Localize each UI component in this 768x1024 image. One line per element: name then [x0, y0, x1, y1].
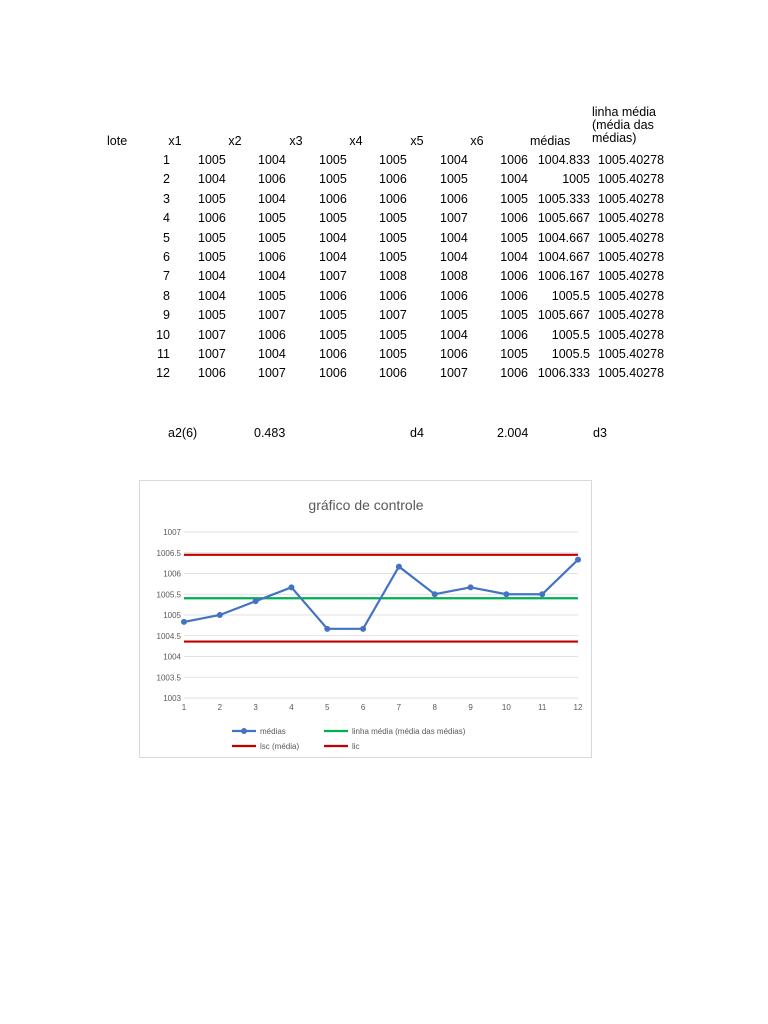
- table-cell: 1006: [500, 269, 528, 283]
- header-linha-media-line: médias): [592, 131, 637, 145]
- y-tick-label: 1003: [163, 694, 181, 703]
- table-cell: 1005: [379, 231, 407, 245]
- data-point: [539, 591, 545, 597]
- x-tick-label: 3: [253, 703, 258, 712]
- table-cell: 1005: [379, 153, 407, 167]
- data-point: [468, 584, 474, 590]
- table-cell: 1005: [500, 231, 528, 245]
- data-point: [324, 626, 330, 632]
- row-lote-cell: 3: [163, 192, 170, 206]
- table-cell: 1008: [440, 269, 468, 283]
- y-tick-label: 1003.5: [156, 673, 181, 683]
- row-lote-cell: 7: [163, 269, 170, 283]
- row-lote-cell: 1: [163, 153, 170, 167]
- table-cell: 1006: [379, 289, 407, 303]
- column-header: x2: [228, 134, 242, 148]
- y-tick-label: 1005: [163, 611, 181, 620]
- chart-title: gráfico de controle: [308, 497, 424, 513]
- x-tick-label: 8: [432, 703, 437, 712]
- table-cell: 1005: [562, 172, 590, 186]
- table-cell: 1005.40278: [598, 153, 665, 167]
- table-cell: 1006: [258, 328, 286, 342]
- legend-label: médias: [260, 727, 286, 736]
- table-cell: 1005: [440, 308, 468, 322]
- table-cell: 1005.40278: [598, 308, 665, 322]
- table-cell: 1006: [440, 192, 468, 206]
- y-tick-label: 1004.5: [156, 631, 181, 641]
- x-tick-label: 1: [181, 703, 187, 712]
- table-cell: 1006: [440, 289, 468, 303]
- y-tick-label: 1004: [163, 652, 181, 662]
- table-cell: 1008: [379, 269, 407, 283]
- data-point: [396, 564, 402, 570]
- table-cell: 1005.40278: [598, 172, 665, 186]
- table-cell: 1005: [500, 347, 528, 361]
- legend-marker: [241, 728, 247, 734]
- header-linha-media-line: linha média: [592, 105, 656, 119]
- table-cell: 1005: [379, 328, 407, 342]
- row-lote-cell: 8: [163, 289, 170, 303]
- row-lote-cell: 4: [163, 211, 170, 225]
- table-cell: 1004: [500, 172, 528, 186]
- table-cell: 1005: [500, 308, 528, 322]
- table-cell: 1005: [379, 211, 407, 225]
- x-tick-label: 4: [289, 703, 294, 712]
- table-cell: 1006: [500, 211, 528, 225]
- table-cell: 1004: [258, 347, 286, 361]
- x-tick-label: 9: [468, 703, 473, 712]
- column-header: x5: [410, 134, 424, 148]
- table-cell: 1004: [500, 250, 528, 264]
- table-cell: 1006: [198, 366, 226, 380]
- table-cell: 1004: [198, 172, 226, 186]
- data-point: [360, 626, 366, 632]
- table-cell: 1004.833: [537, 153, 590, 167]
- column-header: x4: [349, 134, 363, 148]
- table-cell: 1006: [258, 172, 286, 186]
- table-cell: 1005: [379, 250, 407, 264]
- y-tick-label: 1005.5: [156, 590, 181, 600]
- table-cell: 1005: [258, 231, 286, 245]
- table-cell: 1005: [440, 172, 468, 186]
- d4-value: 2.004: [497, 426, 529, 440]
- data-point: [503, 591, 509, 597]
- d4-label: d4: [410, 426, 424, 440]
- table-cell: 1007: [198, 347, 226, 361]
- table-cell: 1005.5: [551, 289, 590, 303]
- data-point: [432, 591, 438, 597]
- table-cell: 1006: [500, 366, 528, 380]
- table-cell: 1006: [319, 192, 347, 206]
- table-cell: 1006: [198, 211, 226, 225]
- table-cell: 1004: [258, 192, 286, 206]
- table-cell: 1006: [319, 366, 347, 380]
- x-tick-label: 10: [501, 703, 511, 712]
- row-lote-cell: 11: [157, 347, 170, 361]
- table-cell: 1005: [319, 328, 347, 342]
- table-cell: 1005.667: [537, 308, 590, 322]
- data-point: [575, 557, 581, 563]
- x-tick-label: 2: [217, 703, 223, 712]
- row-lote-cell: 12: [156, 366, 170, 380]
- data-point: [181, 619, 187, 625]
- table-cell: 1005: [319, 172, 347, 186]
- x-tick-label: 7: [396, 703, 402, 712]
- table-cell: 1004.667: [537, 231, 590, 245]
- table-cell: 1004: [198, 269, 226, 283]
- header-linha-media: [592, 106, 682, 145]
- table-cell: 1006: [319, 347, 347, 361]
- table-cell: 1006: [500, 328, 528, 342]
- table-cell: 1005: [319, 211, 347, 225]
- table-cell: 1005: [198, 250, 226, 264]
- table-cell: 1007: [258, 366, 286, 380]
- table-cell: 1005: [198, 192, 226, 206]
- a2-label: a2(6): [168, 426, 198, 440]
- table-cell: 1004: [440, 328, 468, 342]
- table-cell: 1006: [379, 366, 407, 380]
- y-tick-label: 1006: [163, 569, 181, 579]
- x-tick-label: 12: [573, 703, 583, 712]
- data-point: [217, 612, 223, 618]
- table-cell: 1005: [198, 153, 226, 167]
- table-cell: 1006.167: [537, 269, 590, 283]
- table-cell: 1006: [440, 347, 468, 361]
- table-cell: 1007: [440, 366, 468, 380]
- table-cell: 1005: [198, 231, 226, 245]
- table-cell: 1004: [440, 250, 468, 264]
- table-cell: 1005.40278: [598, 269, 665, 283]
- table-cell: 1004: [440, 153, 468, 167]
- table-cell: 1007: [258, 308, 286, 322]
- table-cell: 1005: [379, 347, 407, 361]
- control-chart: [139, 480, 592, 758]
- column-header: médias: [530, 134, 571, 148]
- x-tick-label: 6: [360, 703, 366, 712]
- legend-label: lsc (média): [260, 742, 300, 751]
- table-cell: 1006.333: [537, 366, 590, 380]
- table-cell: 1004: [319, 250, 347, 264]
- table-cell: 1005: [258, 211, 286, 225]
- table-cell: 1006: [258, 250, 286, 264]
- legend-label: linha média (média das médias): [352, 727, 466, 736]
- data-point: [253, 598, 259, 604]
- table-cell: 1004.667: [537, 250, 590, 264]
- table-cell: 1005: [198, 308, 226, 322]
- table-cell: 1006: [379, 192, 407, 206]
- d3-label: d3: [593, 426, 607, 440]
- table-cell: 1005: [500, 192, 528, 206]
- table-cell: 1005: [319, 308, 347, 322]
- column-header: x3: [289, 134, 303, 148]
- table-cell: 1005.5: [551, 328, 590, 342]
- legend-label: lic: [352, 742, 360, 751]
- x-tick-label: 11: [538, 703, 547, 712]
- table-cell: 1005.333: [537, 192, 590, 206]
- row-lote-cell: 9: [163, 308, 170, 322]
- table-cell: 1005.667: [537, 211, 590, 225]
- header-linha-media-line: (média das: [592, 118, 654, 132]
- table-cell: 1006: [319, 289, 347, 303]
- table-cell: 1005.5: [551, 347, 590, 361]
- control-chart-svg: [140, 481, 593, 759]
- table-cell: 1007: [379, 308, 407, 322]
- table-cell: 1007: [198, 328, 226, 342]
- table-cell: 1007: [319, 269, 347, 283]
- table-cell: 1005.40278: [598, 211, 665, 225]
- row-lote-cell: 10: [156, 328, 170, 342]
- table-cell: 1005: [319, 153, 347, 167]
- table-cell: 1004: [258, 153, 286, 167]
- row-lote-cell: 5: [163, 231, 170, 245]
- table-cell: 1004: [198, 289, 226, 303]
- table-cell: 1005.40278: [598, 366, 665, 380]
- table-cell: 1007: [440, 211, 468, 225]
- y-tick-label: 1007: [163, 528, 181, 537]
- table-cell: 1004: [319, 231, 347, 245]
- table-cell: 1005.40278: [598, 328, 665, 342]
- table-cell: 1006: [500, 289, 528, 303]
- table-cell: 1005: [258, 289, 286, 303]
- table-cell: 1005.40278: [598, 231, 665, 245]
- row-lote-cell: 2: [163, 172, 170, 186]
- table-cell: 1004: [440, 231, 468, 245]
- x-tick-label: 5: [325, 703, 330, 712]
- table-cell: 1005.40278: [598, 250, 665, 264]
- column-header: x1: [168, 134, 182, 148]
- table-cell: 1005.40278: [598, 289, 665, 303]
- row-lote-cell: 6: [163, 250, 170, 264]
- data-point: [288, 584, 294, 590]
- table-cell: 1006: [379, 172, 407, 186]
- a2-value: 0.483: [254, 426, 286, 440]
- table-cell: 1005.40278: [598, 192, 665, 206]
- table-cell: 1005.40278: [598, 347, 665, 361]
- y-tick-label: 1006.5: [156, 548, 181, 558]
- table-cell: 1006: [500, 153, 528, 167]
- column-header: lote: [107, 134, 128, 148]
- column-header: x6: [470, 134, 484, 148]
- table-cell: 1004: [258, 269, 286, 283]
